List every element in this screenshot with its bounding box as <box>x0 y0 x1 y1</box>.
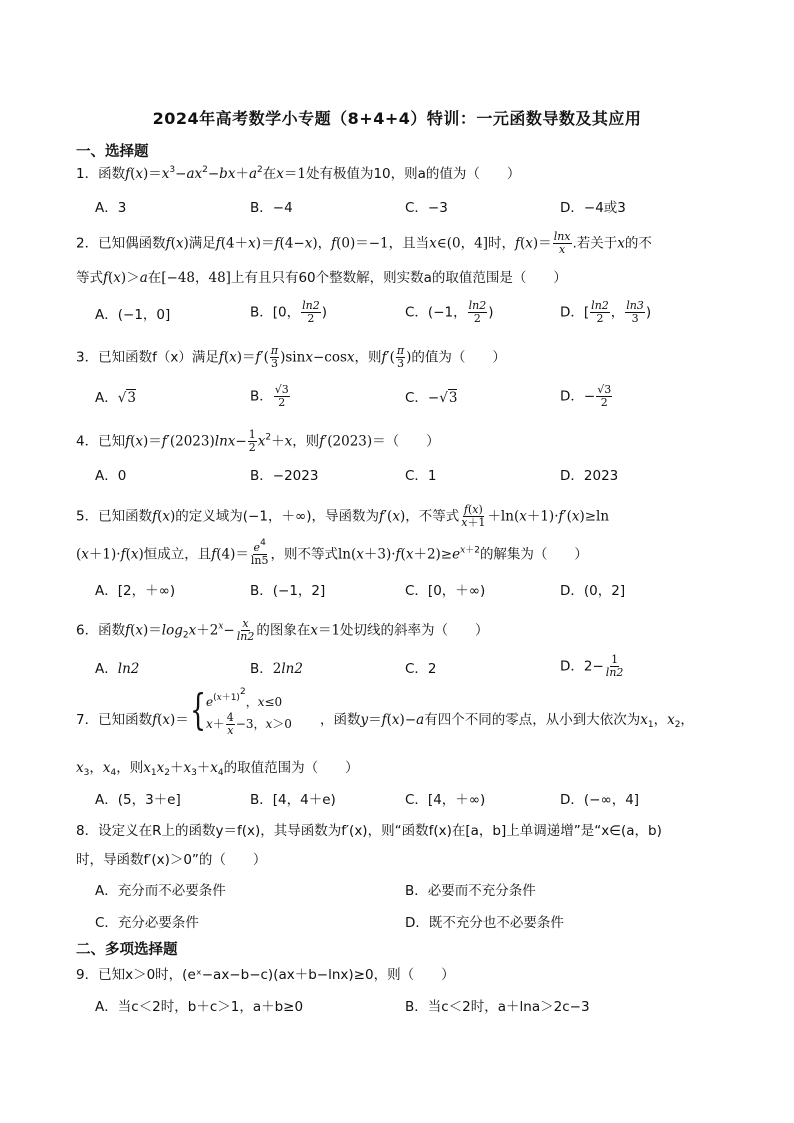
question-6: 6．函数$f(x)=\log_2x+2^x-$ $\frac{x}{\ln 2}$ 的图象在x＝1处切线的斜率为（ ） <box>76 617 489 643</box>
question-9: 9．已知x＞0时，(eˣ−ax−b−c)(ax＋b−lnx)≥0，则（ ） <box>76 967 455 983</box>
q1-option-c[interactable]: C．−3 <box>405 200 448 216</box>
q6-option-b[interactable]: B．2ln2 <box>250 661 303 677</box>
question-8-line-2: 时，导函数f′(x)＞0”的（ ） <box>76 852 267 868</box>
q3-option-b[interactable]: B． $\frac{√3}{2}$ <box>250 383 289 409</box>
section-heading-multiple-choice: 二、多项选择题 <box>76 942 178 958</box>
q4-option-c[interactable]: C．1 <box>405 468 437 484</box>
q7-option-b[interactable]: B．[4，4＋e) <box>250 792 336 808</box>
q6-option-a[interactable]: A．ln2 <box>95 661 140 677</box>
exam-page: 2024年高考数学小专题（8+4+4）特训：一元函数导数及其应用 一、选择题 1．函数$f(x)=x^3-ax^2-bx+a^2$在x＝1处有极值为10，则a的值为（ ） A．3 B．−4 C．−3 D．−4或3 2．已知偶函数f(x)满足f(4＋x)＝f(4−x)，f(0)＝−1，且当x∈(0，4]时，f(x)＝ $\frac{\ln x}{x}$ .若关于x的不 等式f(x)＞a在[−48，48]上有且只有60个整数解，则实数a的取值范围是（ ） A．(−1，0] B．[0， $\frac{\ln 2}{2}$ ) C．(−1， $\frac{\ln 2}{2}$ ) D．[ $\frac{\ln 2}{2}$ ， $\frac{\ln 3}{3}$ ) 3．已知函数f（x）满足f(x)＝f′( $\frac{\pi}{3}$ )sinx−cosx，则f′( $\frac{\pi}{3}$ )的值为（ ） A．√3 B． $\frac{√3}{2}$ C．−√3 D．− $\frac{√3}{2}$ 4．已知f(x)＝f′(2023)lnx− $\frac{1}{2}$ $x^2+x$，则f′(2023)＝（ ） A．0 B．−2023 C．1 D．2023 5．已知函数f(x)的定义域为(−1，＋∞)，导函数为f′(x)，不等式 $\frac{f(x)}{x+1}$ ＋ln(x＋1)·f′(x)≥ln (x＋1)·f(x)恒成立，且f(4)＝ $\frac{e^4}{\ln 5}$ ，则不等式$\ln(x+3)\cdot f(x+2)\ge e^{x+2}$的解集为（ ） A．[2，＋∞) B．(−1，2] C．[0，＋∞) D．(0，2] 6．函数$f(x)=\log_2x+2^x-$ $\frac{x}{\ln 2}$ 的图象在x＝1处切线的斜率为（ ） A．ln2 B．2ln2 C．2 D．2− $\frac{1}{\ln 2}$ 7．已知函数f(x)＝ { $e^{(x+1)^2}$，x≤0 x＋ $\frac{4}{x}$ −3，x＞0 ，函数y＝f(x)−a有四个不同的零点，从小到大依次为$x_1$，$x_2$， $x_3$，$x_4$，则$x_1x_2+x_3+x_4$的取值范围为（ ） A．(5，3＋e] B．[4，4＋e) C．[4，＋∞) D．(−∞，4] 8．设定义在R上的函数y＝f(x)，其导函数为f′(x)，则“函数f(x)在[a，b]上单调递增”是“x∈(a，b) 时，导函数f′(x)＞0”的（ ） A．充分而不必要条件 B．必要而不充分条件 C．充分必要条件 D．既不充分也不必要条件 二、多项选择题 9．已知x＞0时，(eˣ−ax−b−c)(ax＋b−lnx)≥0，则（ ） A．当c＜2时，b＋c＞1，a＋b≥0 B．当c＜2时，a＋lna＞2c−3 <box>0 0 794 1123</box>
q9-option-a[interactable]: A．当c＜2时，b＋c＞1，a＋b≥0 <box>95 999 304 1015</box>
q6-option-c[interactable]: C．2 <box>405 661 437 677</box>
question-8-line-1: 8．设定义在R上的函数y＝f(x)，其导函数为f′(x)，则“函数f(x)在[a，b]上单调递增”是“x∈(a，b) <box>76 823 662 839</box>
question-5-line-1: 5．已知函数f(x)的定义域为(−1，＋∞)，导函数为f′(x)，不等式 $\frac{f(x)}{x+1}$ ＋ln(x＋1)·f′(x)≥ln <box>76 503 610 529</box>
q5-option-d[interactable]: D．(0，2] <box>560 583 626 599</box>
q2-option-c[interactable]: C．(−1， $\frac{\ln 2}{2}$ ) <box>405 299 494 325</box>
q3-option-a[interactable]: A．√3 <box>95 390 136 406</box>
q2-option-a[interactable]: A．(−1，0] <box>95 307 171 323</box>
q3-option-d[interactable]: D．− $\frac{√3}{2}$ <box>560 383 612 409</box>
q7-option-c[interactable]: C．[4，＋∞) <box>405 792 486 808</box>
question-4: 4．已知f(x)＝f′(2023)lnx− $\frac{1}{2}$ $x^2+x$，则f′(2023)＝（ ） <box>76 428 440 454</box>
q1-option-a[interactable]: A．3 <box>95 200 127 216</box>
question-1: 1．函数$f(x)=x^3-ax^2-bx+a^2$在x＝1处有极值为10，则a的值为（ ） <box>76 165 521 182</box>
q6-option-d[interactable]: D．2− $\frac{1}{\ln 2}$ <box>560 653 624 679</box>
q1-option-b[interactable]: B．−4 <box>250 200 293 216</box>
q2-option-d[interactable]: D．[ $\frac{\ln 2}{2}$ ， $\frac{\ln 3}{3}$ ) <box>560 299 652 325</box>
question-7-line-1-prefix: 7．已知函数f(x)＝ <box>76 712 189 728</box>
question-2-line-2: 等式f(x)＞a在[−48，48]上有且只有60个整数解，则实数a的取值范围是（ ） <box>76 270 567 286</box>
q3-option-c[interactable]: C．−√3 <box>405 390 458 406</box>
section-heading-single-choice: 一、选择题 <box>76 144 149 160</box>
question-7-line-2: $x_3$，$x_4$，则$x_1x_2+x_3+x_4$的取值范围为（ ） <box>76 760 359 778</box>
q5-option-c[interactable]: C．[0，＋∞) <box>405 583 486 599</box>
q9-option-b[interactable]: B．当c＜2时，a＋lna＞2c−3 <box>405 999 590 1015</box>
q4-option-d[interactable]: D．2023 <box>560 468 619 484</box>
q5-option-b[interactable]: B．(−1，2] <box>250 583 326 599</box>
q8-option-a[interactable]: A．充分而不必要条件 <box>95 883 226 899</box>
question-3: 3．已知函数f（x）满足f(x)＝f′( $\frac{\pi}{3}$ )sinx−cosx，则f′( $\frac{\pi}{3}$ )的值为（ ） <box>76 344 506 370</box>
q2-option-b[interactable]: B．[0， $\frac{\ln 2}{2}$ ) <box>250 299 328 325</box>
q5-option-a[interactable]: A．[2，＋∞) <box>95 583 176 599</box>
q1-option-d[interactable]: D．−4或3 <box>560 200 626 216</box>
q4-option-a[interactable]: A．0 <box>95 468 127 484</box>
q4-option-b[interactable]: B．−2023 <box>250 468 319 484</box>
q8-option-b[interactable]: B．必要而不充分条件 <box>405 883 536 899</box>
page-title: 2024年高考数学小专题（8+4+4）特训：一元函数导数及其应用 <box>152 109 642 128</box>
q7-option-a[interactable]: A．(5，3＋e] <box>95 792 181 808</box>
question-2-line-1: 2．已知偶函数f(x)满足f(4＋x)＝f(4−x)，f(0)＝−1，且当x∈(0，4]时，f(x)＝ $\frac{\ln x}{x}$ .若关于x的不 <box>76 230 652 256</box>
q7-option-d[interactable]: D．(−∞，4] <box>560 792 640 808</box>
question-5-line-2: (x＋1)·f(x)恒成立，且f(4)＝ $\frac{e^4}{\ln 5}$ ，则不等式$\ln(x+3)\cdot f(x+2)\ge e^{x+2}$的解集为（ ） <box>76 538 588 567</box>
question-7-line-1-suffix: ，函数y＝f(x)−a有四个不同的零点，从小到大依次为$x_1$，$x_2$， <box>320 712 694 730</box>
q8-option-d[interactable]: D．既不充分也不必要条件 <box>405 915 564 931</box>
q8-option-c[interactable]: C．充分必要条件 <box>95 915 199 931</box>
